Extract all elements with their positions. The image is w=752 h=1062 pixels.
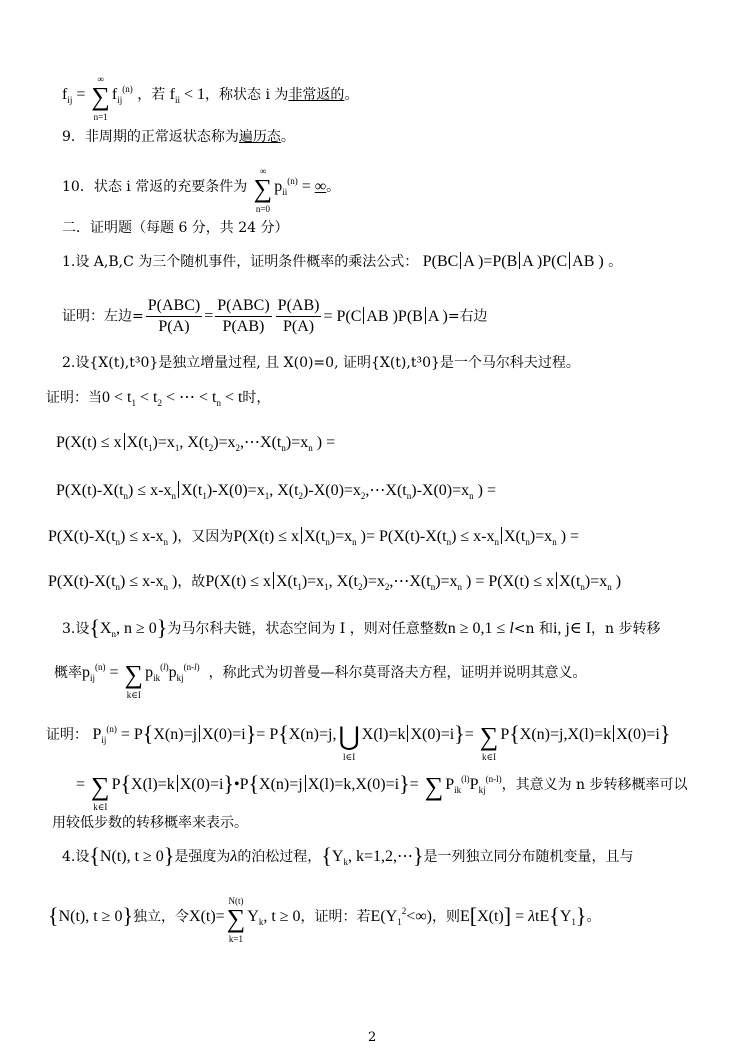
- problem-3-proof-2: = ∑ k∈I P{X(l)=k X(0)=i}•P{X(n)=j X(l)=k,X(0)=i}= ∑ $P_{ik}^{(l)}P_{kj}^{(n-l)}$，其意义为 n 步转移概率可以: [76, 771, 688, 812]
- problem-4-statement: 4.设{N(t), t ≥ 0}是强度为λ的泊松过程，{$Y_k$, k=1,2,⋯}是一列独立同分布随机变量，且与: [62, 843, 634, 868]
- page-number: 2: [368, 1030, 377, 1045]
- fraction-1: $\frac{\text{P(ABC)}}{P(A)}$: [147, 297, 201, 335]
- proof-2-step-1: P(X(t) ≤ x $X(t_1)=x_1$, $X(t_2)=x_2,\cdots X(t_n)=x_n$ ) =: [56, 434, 336, 453]
- nonrecurrent-definition-line: $f_{ij}$ = ∑ ∞ n=1 $f_{ij}^{(n)}$ ，若 $f_{ii} < 1$，称状态 i 为非常返的。: [62, 74, 359, 122]
- problem-1-proof: 证明：左边= $\frac{\text{P(ABC)}}{P(A)}$ = $\frac{\text{P(ABC)}}{P(AB)}$ $\frac{P(AB)}{P(A)}$ = P(C AB )P(B A )=右边: [62, 297, 488, 335]
- fraction-2: $\frac{\text{P(ABC)}}{P(AB)}$: [217, 297, 270, 335]
- formula-f-ii: $f_{ij}$ = ∑ ∞ n=1 $f_{ij}^{(n)}$: [62, 74, 133, 122]
- proof-2-step-3: $P(X(t)-X(t_n) \le x-x_n$ )，又因为P(X(t) ≤ x $X(t_n)=x_n$ )= $P(X(t)-X(t_n) \le x-x_n$ $X(t_n)=x_n$ ) =: [48, 528, 580, 547]
- term-nonrecurrent: 非常返的: [288, 87, 345, 103]
- section-heading: 二．证明题（每题 6 分，共 24 分）: [62, 220, 289, 236]
- formula-multiplication-rule: P(BC A )=P(B A )P(C AB ): [422, 253, 604, 270]
- problem-1-statement: 1.设 A,B,C 为三个随机事件，证明条件概率的乘法公式： P(BC A )=P(B A )P(C AB ) 。: [62, 253, 623, 270]
- ergodic-definition-line: 9．非周期的正常返状态称为遍历态。: [62, 129, 295, 145]
- problem-3-proof-3: 用较低步数的转移概率来表示。: [52, 815, 248, 831]
- problem-2-statement: 2.设{X(t),t³0}是独立增量过程, 且 X(0)=0, 证明{X(t),t³0}是一个马尔科夫过程。: [62, 355, 580, 371]
- problem-4-statement-2: {N(t), t ≥ 0}独立，令X(t)=∑ N(t) k=1 $Y_k$, t ≥ 0，证明：若$E(Y_1^2<\infty)$，则$E[X(t)] = \lambda tE\{Y_1\}$。: [48, 896, 601, 944]
- fraction-3: $\frac{P(AB)}{P(A)}$: [277, 297, 320, 335]
- line1-text: ，称状态 i 为: [205, 87, 289, 103]
- term-ergodic: 遍历态: [238, 129, 281, 145]
- formula-chapman-kolmogorov: $p_{ij}^{(n)}$ = ∑ k∈I $p_{ik}^{(l)}p_{kj}^{(n-l)}$: [82, 660, 200, 700]
- problem-2-proof-lead: 证明：当$0 < t_1 < t_2$ < ⋯ < $t_n < t$时，: [46, 389, 271, 408]
- problem-3-statement-2: 概率$p_{ij}^{(n)}$ = ∑ k∈I $p_{ik}^{(l)}p_{kj}^{(n-l)}$ ，称此式为切普曼—科尔莫哥洛夫方程，证明并说明其意义。: [54, 660, 587, 700]
- proof-2-step-4: $P(X(t)-X(t_n) \le x-x_n$ )，故P(X(t) ≤ x $X(t_1)=x_1$, $X(t_2)=x_2,\cdots X(t_n)=x_n$ ) = P(X(t) ≤ x $X(t_n)=x_n$ ): [48, 573, 622, 592]
- problem-3-proof-1: 证明： $P_{ij}^{(n)} = P\{X(n)=j$ X(0)=i}= P{X(n)=j,⋃ l∈I X(l)=k X(0)=i}= ∑ k∈I P{X(n)=j,X(l)=k X(0)=i}: [46, 721, 671, 762]
- recurrence-condition-line: 10．状态 i 常返的充要条件为 ∑ ∞ n=0 $p_{ii}^{(n)}$ = ∞。: [62, 166, 341, 214]
- problem-3-statement: 3.设{$X_n$, n ≥ 0}为马尔科夫链，状态空间为 I ，则对任意整数n ≥ 0,1 ≤ l<n 和i, j∈ I，n 步转移: [62, 615, 661, 640]
- proof-2-step-2: $P(X(t)-X(t_n) \le x-x_n$ $X(t_1)-X(0)=x_1$, $X(t_2)-X(0)=x_2,\cdots X(t_n)-X(0)=x_n$ ) =: [56, 482, 496, 501]
- formula-recurrence: ∑ ∞ n=0 $p_{ii}^{(n)}$ = ∞: [253, 166, 327, 214]
